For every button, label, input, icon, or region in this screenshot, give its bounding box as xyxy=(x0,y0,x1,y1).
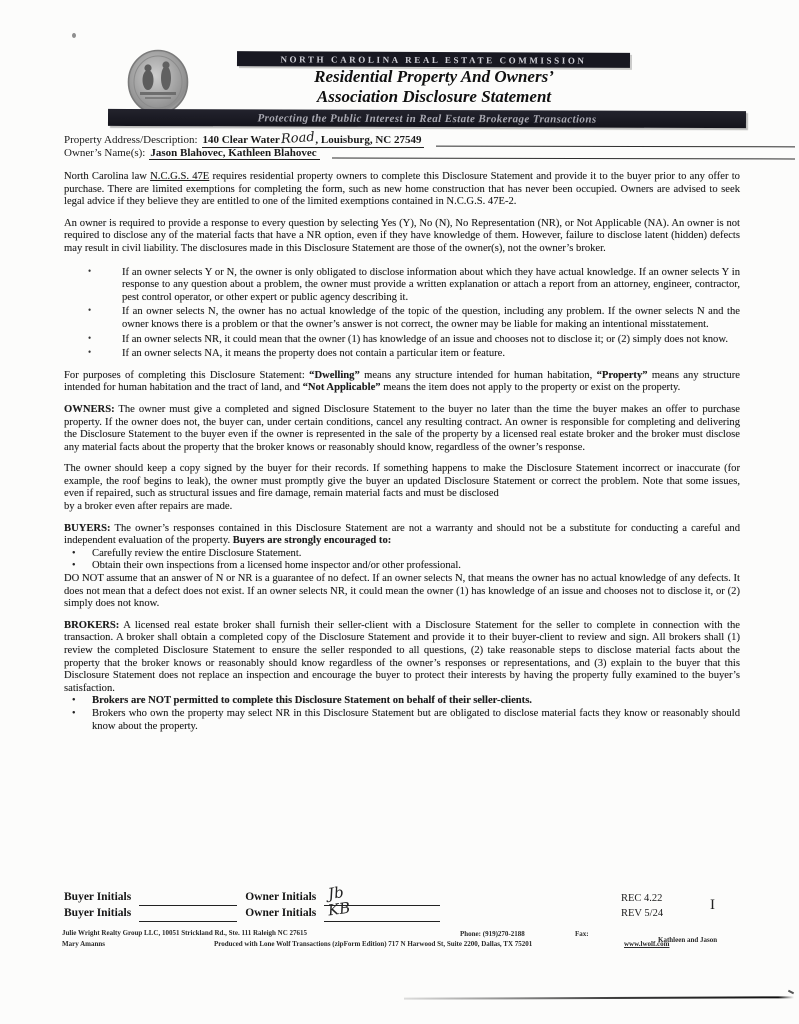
zipform-footer xyxy=(62,929,799,957)
brokers-heading: BROKERS: xyxy=(64,619,120,631)
revision-codes xyxy=(621,891,663,921)
list-item xyxy=(88,265,740,305)
bullet-icon: • xyxy=(72,547,76,559)
lwolf-link: www.lwolf.com xyxy=(624,940,670,948)
form-title-line1: Residential Property And Owners’ xyxy=(314,67,554,86)
paragraph-responses: An owner is required to provide a response to every question by selecting Yes (Y), No (N), No Representation (NR), or Not Applicable (NA). An owner is not required to disclose any of the material facts that have a NR option, even if they have knowledge of them. However, failure to disclose latent (hidden) defects may result in civil liability. The disclosures made in this Disclosure Statement are those of the owner(s), not the owner’s broker. xyxy=(64,217,740,254)
owner-names-blank-line xyxy=(332,156,795,160)
address-rest: , Louisburg, NC 27549 xyxy=(315,134,422,146)
list-item xyxy=(88,304,740,331)
address-handwritten-word: Road xyxy=(280,129,315,148)
buyers-text: The owner’s responses contained in this Disclosure Statement are not a warranty and should not be a substitute for conducting a careful and independent evaluation of the property. xyxy=(64,522,740,547)
file-reference: Kathleen and Jason xyxy=(658,936,718,944)
tagline-text: Protecting the Public Interest in Real Estate Brokerage Transactions xyxy=(257,111,597,126)
bullet-icon: • xyxy=(72,695,76,707)
form-title-line2: Association Disclosure Statement xyxy=(316,86,552,106)
list-item xyxy=(72,560,740,573)
property-address-line xyxy=(64,129,795,148)
list-item-text: If an owner selects NR, it could mean that the owner (1) has knowledge of an issue and chooses not to disclose it; or (2) simply does not know. xyxy=(122,333,728,345)
brokers-list xyxy=(64,695,740,733)
definitions-mid2: means any structure intended for human habitation and the tract of land, and xyxy=(64,369,740,394)
scan-artifact-tick xyxy=(788,990,794,995)
bullet-icon: • xyxy=(88,265,92,276)
buyers-heading: BUYERS: xyxy=(64,522,111,534)
bullet-icon: • xyxy=(88,305,92,316)
produced-with-text: Produced with Lone Wolf Transactions (zipForm Edition) 717 N Harwood St, Suite 2200, Dallas, TX 75201 xyxy=(214,940,533,948)
list-item-text: If an owner selects N, the owner has no actual knowledge of the topic of the question, including any problem. If the owner selects N and the owner knows there is a problem or that the owner’s answer is not correct, the owner may be liable for making an intentional misstatement. xyxy=(122,306,740,330)
paragraph-law xyxy=(64,171,740,209)
paragraph-keep-copy xyxy=(64,463,740,513)
paragraph-buyers xyxy=(64,523,740,548)
paragraph-do-not: DO NOT assume that an answer of N or NR is a guarantee of no defect. If an owner selects N, that means the owner has no actual knowledge of any defects. It does not mean that a defect does not exist. If an owner selects NR, it could mean the owner (1) has knowledge of an issue and chooses not to disclose it, or (2) simply does not know. xyxy=(64,573,740,610)
brokerage-fax: Fax: xyxy=(575,930,589,938)
brokerage-company: Julie Wright Realty Group LLC, 10051 Strickland Rd., Ste. 111 Raleigh NC 27615 xyxy=(62,929,308,937)
keep-copy-continuation: by a broker even after repairs are made. xyxy=(64,501,233,513)
law-body: requires residential property owners to complete this Disclosure Statement and provide it to the buyer prior to any offer to purchase. There are limited exemptions for completing the form, such as new home construction that has never been occupied. Owners are advised to seek legal advice if they believe they are entitled to one of the limited exemptions contained in N.C.G.S. 47E-2. xyxy=(64,171,740,208)
brokers-text: A licensed real estate broker shall furnish their seller-client with a Disclosure Statement for the seller to complete in connection with the transaction. A broker shall obtain a completed copy of the Disclosure Statement and provide it to their buyer-client to review and sign. All brokers shall (1) review the completed Disclosure Statement to ensure the seller responded to all questions, (2) take reasonable steps to disclose material facts about the property that the broker knows or reasonably should know regardless of the owner’s responses or representations, and (3) explain to the buyer that this Disclosure Statement does not replace an inspection and encourage the buyer to protect their interests by having the property fully examined to the buyer’s satisfaction. xyxy=(64,619,740,694)
owner-initials-label: Owner Initials xyxy=(245,891,317,903)
bullet-icon: • xyxy=(88,347,92,358)
owner-initials-label: Owner Initials xyxy=(245,907,317,919)
list-item-text: Carefully review the entire Disclosure Statement. xyxy=(92,547,302,559)
initials-section xyxy=(64,883,444,923)
bullet-icon: • xyxy=(88,332,92,343)
owners-text: The owner must give a completed and signed Disclosure Statement to the buyer no later than the time the buyer makes an offer to purchase property. If the owner does not, the buyer can, under certain conditions, cancel any resulting contract. An owner is responsible for completing and delivering the Disclosure Statement to the buyer even if the owner is represented in the sale of the property by a licensed real estate broker and the broker must disclose any material facts about the property that the broker knows or reasonably should know, regardless of the owner’s response. xyxy=(64,403,740,453)
owner-initials-handwritten: Jb xyxy=(327,883,346,903)
rec-code: REC 4.22 xyxy=(621,893,663,904)
statute-reference: N.C.G.S. 47E xyxy=(150,171,210,182)
list-item xyxy=(88,332,740,347)
definitions-end: means the item does not apply to the property or exist on the property. xyxy=(380,382,681,394)
property-address-label: Property Address/Description: xyxy=(64,134,198,146)
keep-copy-text: The owner should keep a copy signed by the buyer for their records. If something happens to make the Disclosure Statement incorrect or inaccurate (for example, the roof begins to leak), the owner must promptly give the buyer an updated Disclosure Statement or correct the problem. Note that some issues, even if repaired, such as structural issues and fire damage, remain material facts and must be disclosed xyxy=(64,463,740,500)
law-intro: North Carolina law xyxy=(64,171,151,182)
document-body xyxy=(64,171,740,733)
paragraph-brokers xyxy=(64,620,740,696)
term-property: “Property” xyxy=(596,369,648,381)
list-item-text: If an owner selects Y or N, the owner is only obligated to disclose information about which they have actual knowledge. If an owner selects Y in response to any question about a problem, the owner must provide a written explanation or attach a report from an attorney, engineer, contractor, pest control operator, or other expert or public agency describing it. xyxy=(122,266,740,303)
list-item xyxy=(72,695,740,708)
brokers-not-permitted: Brokers are NOT permitted to complete this Disclosure Statement on behalf of their seller-clients. xyxy=(92,695,532,707)
buyer-initials-blank xyxy=(139,910,237,922)
owner-initials-handwritten: KB xyxy=(327,898,352,920)
owner-names-line xyxy=(64,147,795,160)
term-not-applicable: “Not Applicable” xyxy=(302,382,381,394)
definitions-intro: For purposes of completing this Disclosure Statement: xyxy=(64,369,310,381)
bullet-icon: • xyxy=(72,560,76,572)
agent-name: Mary Amanns xyxy=(62,940,105,948)
term-dwelling: “Dwelling” xyxy=(309,369,360,381)
address-typed: 140 Clear Water xyxy=(202,134,280,146)
paragraph-owners xyxy=(64,404,740,454)
list-item-text: If an owner selects NA, it means the property does not contain a particular item or feature. xyxy=(122,348,505,360)
list-item xyxy=(88,346,740,361)
paragraph-definitions xyxy=(64,370,740,395)
stray-pen-mark: I xyxy=(710,897,715,913)
commission-banner-text: NORTH CAROLINA REAL ESTATE COMMISSION xyxy=(280,53,587,66)
buyers-encouraged: Buyers are strongly encouraged to: xyxy=(232,535,392,547)
owner-initials-blank xyxy=(324,898,440,922)
initials-row-2 xyxy=(64,898,444,923)
commission-banner xyxy=(237,51,630,68)
form-title xyxy=(212,67,656,106)
response-options-list xyxy=(64,265,740,361)
bullet-icon: • xyxy=(72,707,76,719)
owner-names-label: Owner’s Name(s): xyxy=(64,147,146,159)
list-item-text: Obtain their own inspections from a licensed home inspector and/or other professional. xyxy=(92,560,461,572)
brokers-own-property: Brokers who own the property may select NR in this Disclosure Statement but are obligated to disclose material facts they know or reasonably should know about the property. xyxy=(92,707,740,732)
buyer-initials-label: Buyer Initials xyxy=(64,891,132,903)
property-address-value xyxy=(202,129,425,148)
buyer-initials-blank xyxy=(139,894,237,906)
owners-heading: OWNERS: xyxy=(64,403,115,415)
list-item xyxy=(72,707,740,733)
nc-state-seal-icon xyxy=(127,49,189,115)
definitions-mid1: means any structure intended for human habitation, xyxy=(359,369,597,381)
buyers-list xyxy=(64,548,740,573)
owner-names-value: Jason Blahovec, Kathleen Blahovec xyxy=(149,147,319,160)
buyer-initials-label: Buyer Initials xyxy=(64,907,132,919)
tagline-banner xyxy=(108,109,746,128)
brokerage-phone: Phone: (919)270-2188 xyxy=(460,930,525,938)
list-item xyxy=(72,547,740,561)
scan-speck xyxy=(72,33,76,38)
rev-code: REV 5/24 xyxy=(621,908,664,919)
scan-artifact-line xyxy=(404,996,794,999)
initials-row-1 xyxy=(64,883,444,907)
